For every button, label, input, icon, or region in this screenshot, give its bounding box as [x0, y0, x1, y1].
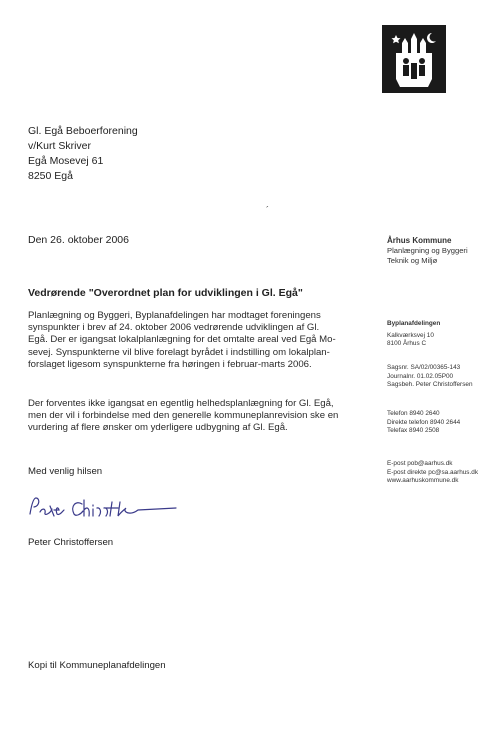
aarhus-coat-of-arms-logo	[382, 25, 446, 93]
body-line: Egå. Der er igangsat lokalplanlægning for det omtalte areal ved Egå Mo-	[28, 334, 336, 346]
letter-date: Den 26. oktober 2006	[28, 234, 129, 246]
case-line: Sagsbeh. Peter Christoffersen	[387, 381, 473, 389]
body-line: men der vil i forbindelse med den generelle kommuneplanrevision ske en	[28, 410, 339, 422]
phone-line: Direkte telefon 8940 2644	[387, 418, 461, 426]
organization-line: Teknik og Miljø	[387, 256, 438, 265]
coat-of-arms-icon	[382, 25, 446, 93]
body-paragraph-1	[28, 310, 358, 371]
case-info	[387, 364, 473, 390]
department-address-line: 8100 Århus C	[387, 340, 427, 348]
sender-department	[387, 320, 440, 349]
phone-line: Telefax 8940 2508	[387, 427, 440, 435]
recipient-address	[28, 124, 138, 184]
signer-name: Peter Christoffersen	[28, 537, 114, 548]
recipient-line: Egå Mosevej 61	[28, 155, 104, 167]
body-line: Planlægning og Byggeri, Byplanafdelingen har modtaget foreningens	[28, 310, 321, 321]
closing-greeting: Med venlig hilsen	[28, 466, 103, 477]
email-line: E-post pob@aarhus.dk	[387, 460, 453, 467]
contact-info	[387, 460, 478, 486]
letter-subject: Vedrørende "Overordnet plan for udviklingen i Gl. Egå"	[28, 287, 303, 299]
recipient-line: 8250 Egå	[28, 170, 73, 182]
case-line: Sagsnr. SA/02/00365-143	[387, 364, 461, 371]
body-line: sevej. Synspunkterne vil blive forelagt byrådet i indstilling om lokalplan-	[28, 346, 330, 358]
recipient-line: v/Kurt Skriver	[28, 140, 92, 152]
body-line: Der forventes ikke igangsat en egentlig helhedsplanlægning for Gl. Egå,	[28, 398, 334, 409]
recipient-line: Gl. Egå Beboerforening	[28, 125, 138, 137]
body-paragraph-2	[28, 398, 358, 435]
scan-mark: ´	[266, 205, 269, 215]
organization-name: Århus Kommune	[387, 236, 452, 245]
department-address-line: Kalkværksvej 10	[387, 331, 434, 339]
sender-organization	[387, 236, 468, 266]
website-line: www.aarhuskommune.dk	[387, 477, 459, 485]
body-line: synspunkter i brev af 24. oktober 2006 vedrørende udviklingen af Gl.	[28, 322, 320, 334]
case-line: Journalnr. 01.02.05P00	[387, 372, 454, 380]
handwritten-signature	[26, 492, 186, 522]
copy-note: Kopi til Kommuneplanafdelingen	[28, 660, 166, 671]
department-name: Byplanafdelingen	[387, 320, 441, 327]
email-line: E-post direkte pc@sa.aarhus.dk	[387, 468, 479, 476]
organization-line: Planlægning og Byggeri	[387, 246, 468, 255]
phone-info	[387, 410, 460, 436]
signature-icon	[26, 492, 186, 522]
phone-line: Telefon 8940 2640	[387, 410, 440, 417]
body-line: forslaget ligesom synspunkterne fra høringen i februar-marts 2006.	[28, 358, 312, 370]
body-line: vurdering af flere ønsker om yderligere udbygning af Gl. Egå.	[28, 422, 288, 434]
